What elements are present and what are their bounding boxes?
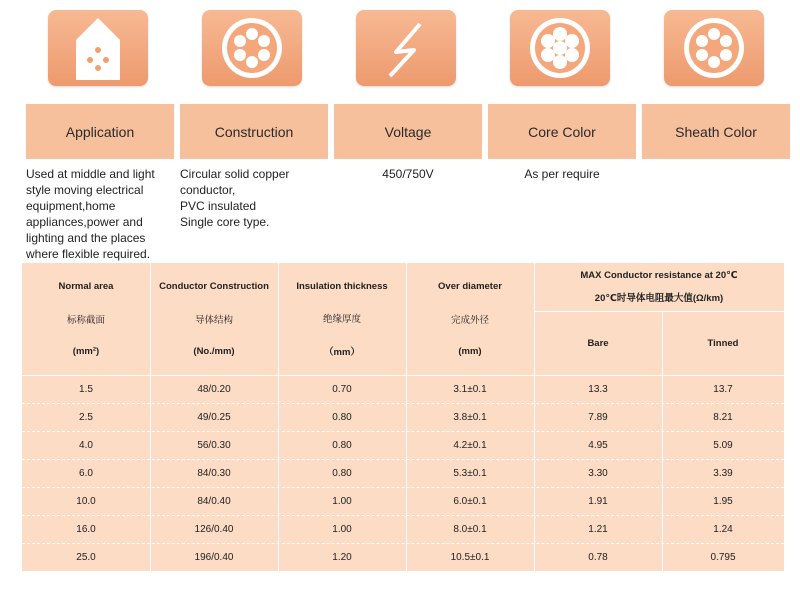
construction-description: Circular solid copper conductor, PVC insulated Single core type.	[180, 167, 290, 229]
cell-diameter: 3.1±0.1	[453, 383, 487, 395]
cell-area: 6.0	[79, 467, 93, 479]
header-diameter-unit: (mm)	[458, 346, 482, 357]
cell-bare: 0.78	[588, 551, 608, 563]
application-house-icon	[48, 10, 148, 86]
cell-tinned: 3.39	[713, 467, 733, 479]
cell-bare: 7.89	[588, 411, 608, 423]
header-conductor-cn: 导体结构	[194, 315, 233, 326]
cell-diameter: 6.0±0.1	[453, 495, 487, 507]
header-tinned: Tinned	[707, 338, 739, 349]
spec-table	[22, 263, 784, 571]
cell-area: 2.5	[79, 411, 93, 423]
header-diameter-en: Over diameter	[438, 281, 502, 292]
header-conductor-unit: (No./mm)	[193, 346, 235, 357]
cell-conductor: 56/0.30	[197, 439, 231, 451]
header-diameter	[406, 271, 534, 367]
header-conductor-en: Conductor Construction	[159, 281, 269, 292]
construction-conductor-icon	[202, 10, 302, 86]
cell-bare: 1.91	[588, 495, 608, 507]
header-resistance-en: MAX Conductor resistance at 20℃	[580, 269, 738, 281]
header-bare: Bare	[587, 338, 609, 349]
application-description: Used at middle and light style moving electrical equipment,home appliances,power and lighting and the places where flexible required.	[26, 167, 155, 261]
cell-conductor: 196/0.40	[194, 551, 234, 563]
sheath-color-header: Sheath Color	[642, 104, 790, 159]
cell-insulation: 0.70	[332, 383, 352, 395]
cell-conductor: 84/0.30	[197, 467, 231, 479]
header-normal-area-en: Normal area	[58, 281, 114, 292]
core-color-header: Core Color	[488, 104, 636, 159]
cell-insulation: 0.80	[332, 467, 352, 479]
voltage-description: 450/750V	[382, 167, 434, 181]
application-header: Application	[26, 104, 174, 159]
construction-header: Construction	[180, 104, 328, 159]
header-insulation	[278, 271, 406, 367]
cell-tinned: 0.795	[710, 551, 736, 563]
cell-tinned: 1.95	[713, 495, 733, 507]
voltage-header: Voltage	[334, 104, 482, 159]
cell-tinned: 1.24	[713, 523, 733, 535]
header-diameter-cn: 完成外径	[450, 315, 489, 326]
core-color-icon	[510, 10, 610, 86]
cell-conductor: 126/0.40	[194, 523, 234, 535]
cell-bare: 13.3	[588, 383, 608, 395]
cell-area: 1.5	[79, 383, 93, 395]
voltage-lightning-icon	[356, 10, 456, 86]
cell-conductor: 49/0.25	[197, 411, 231, 423]
cell-insulation: 0.80	[332, 439, 352, 451]
cell-area: 10.0	[76, 495, 96, 507]
cell-insulation: 1.00	[332, 495, 352, 507]
cell-bare: 1.21	[588, 523, 608, 535]
header-insulation-cn: 绝缘厚度	[322, 313, 361, 325]
cell-conductor: 48/0.20	[197, 383, 231, 395]
cell-diameter: 10.5±0.1	[450, 551, 490, 563]
sheath-color-icon	[664, 10, 764, 86]
cell-diameter: 8.0±0.1	[453, 523, 487, 535]
header-normal-area-cn: 标称截面	[66, 315, 105, 326]
cell-area: 25.0	[76, 551, 96, 563]
cell-insulation: 1.20	[332, 551, 352, 563]
cell-tinned: 5.09	[713, 439, 733, 451]
cell-bare: 4.95	[588, 439, 608, 451]
header-insulation-unit: （mm）	[324, 346, 360, 358]
cell-bare: 3.30	[588, 467, 608, 479]
header-normal-area	[22, 271, 150, 367]
cell-conductor: 84/0.40	[197, 495, 231, 507]
cell-insulation: 1.00	[332, 523, 352, 535]
cell-area: 4.0	[79, 439, 93, 451]
cell-tinned: 13.7	[713, 383, 733, 395]
core-color-description: As per require	[524, 167, 600, 181]
cell-area: 16.0	[76, 523, 96, 535]
cell-diameter: 3.8±0.1	[453, 411, 487, 423]
header-resistance-cn: 20℃时导体电阻最大值(Ω/km)	[594, 293, 724, 305]
cell-diameter: 4.2±0.1	[453, 439, 487, 451]
cell-tinned: 8.21	[713, 411, 733, 423]
header-normal-area-unit: (mm²)	[72, 346, 100, 357]
cell-insulation: 0.80	[332, 411, 352, 423]
header-resistance	[534, 265, 784, 309]
header-conductor	[150, 271, 278, 367]
header-insulation-en: Insulation thickness	[296, 280, 388, 292]
cell-diameter: 5.3±0.1	[453, 467, 487, 479]
